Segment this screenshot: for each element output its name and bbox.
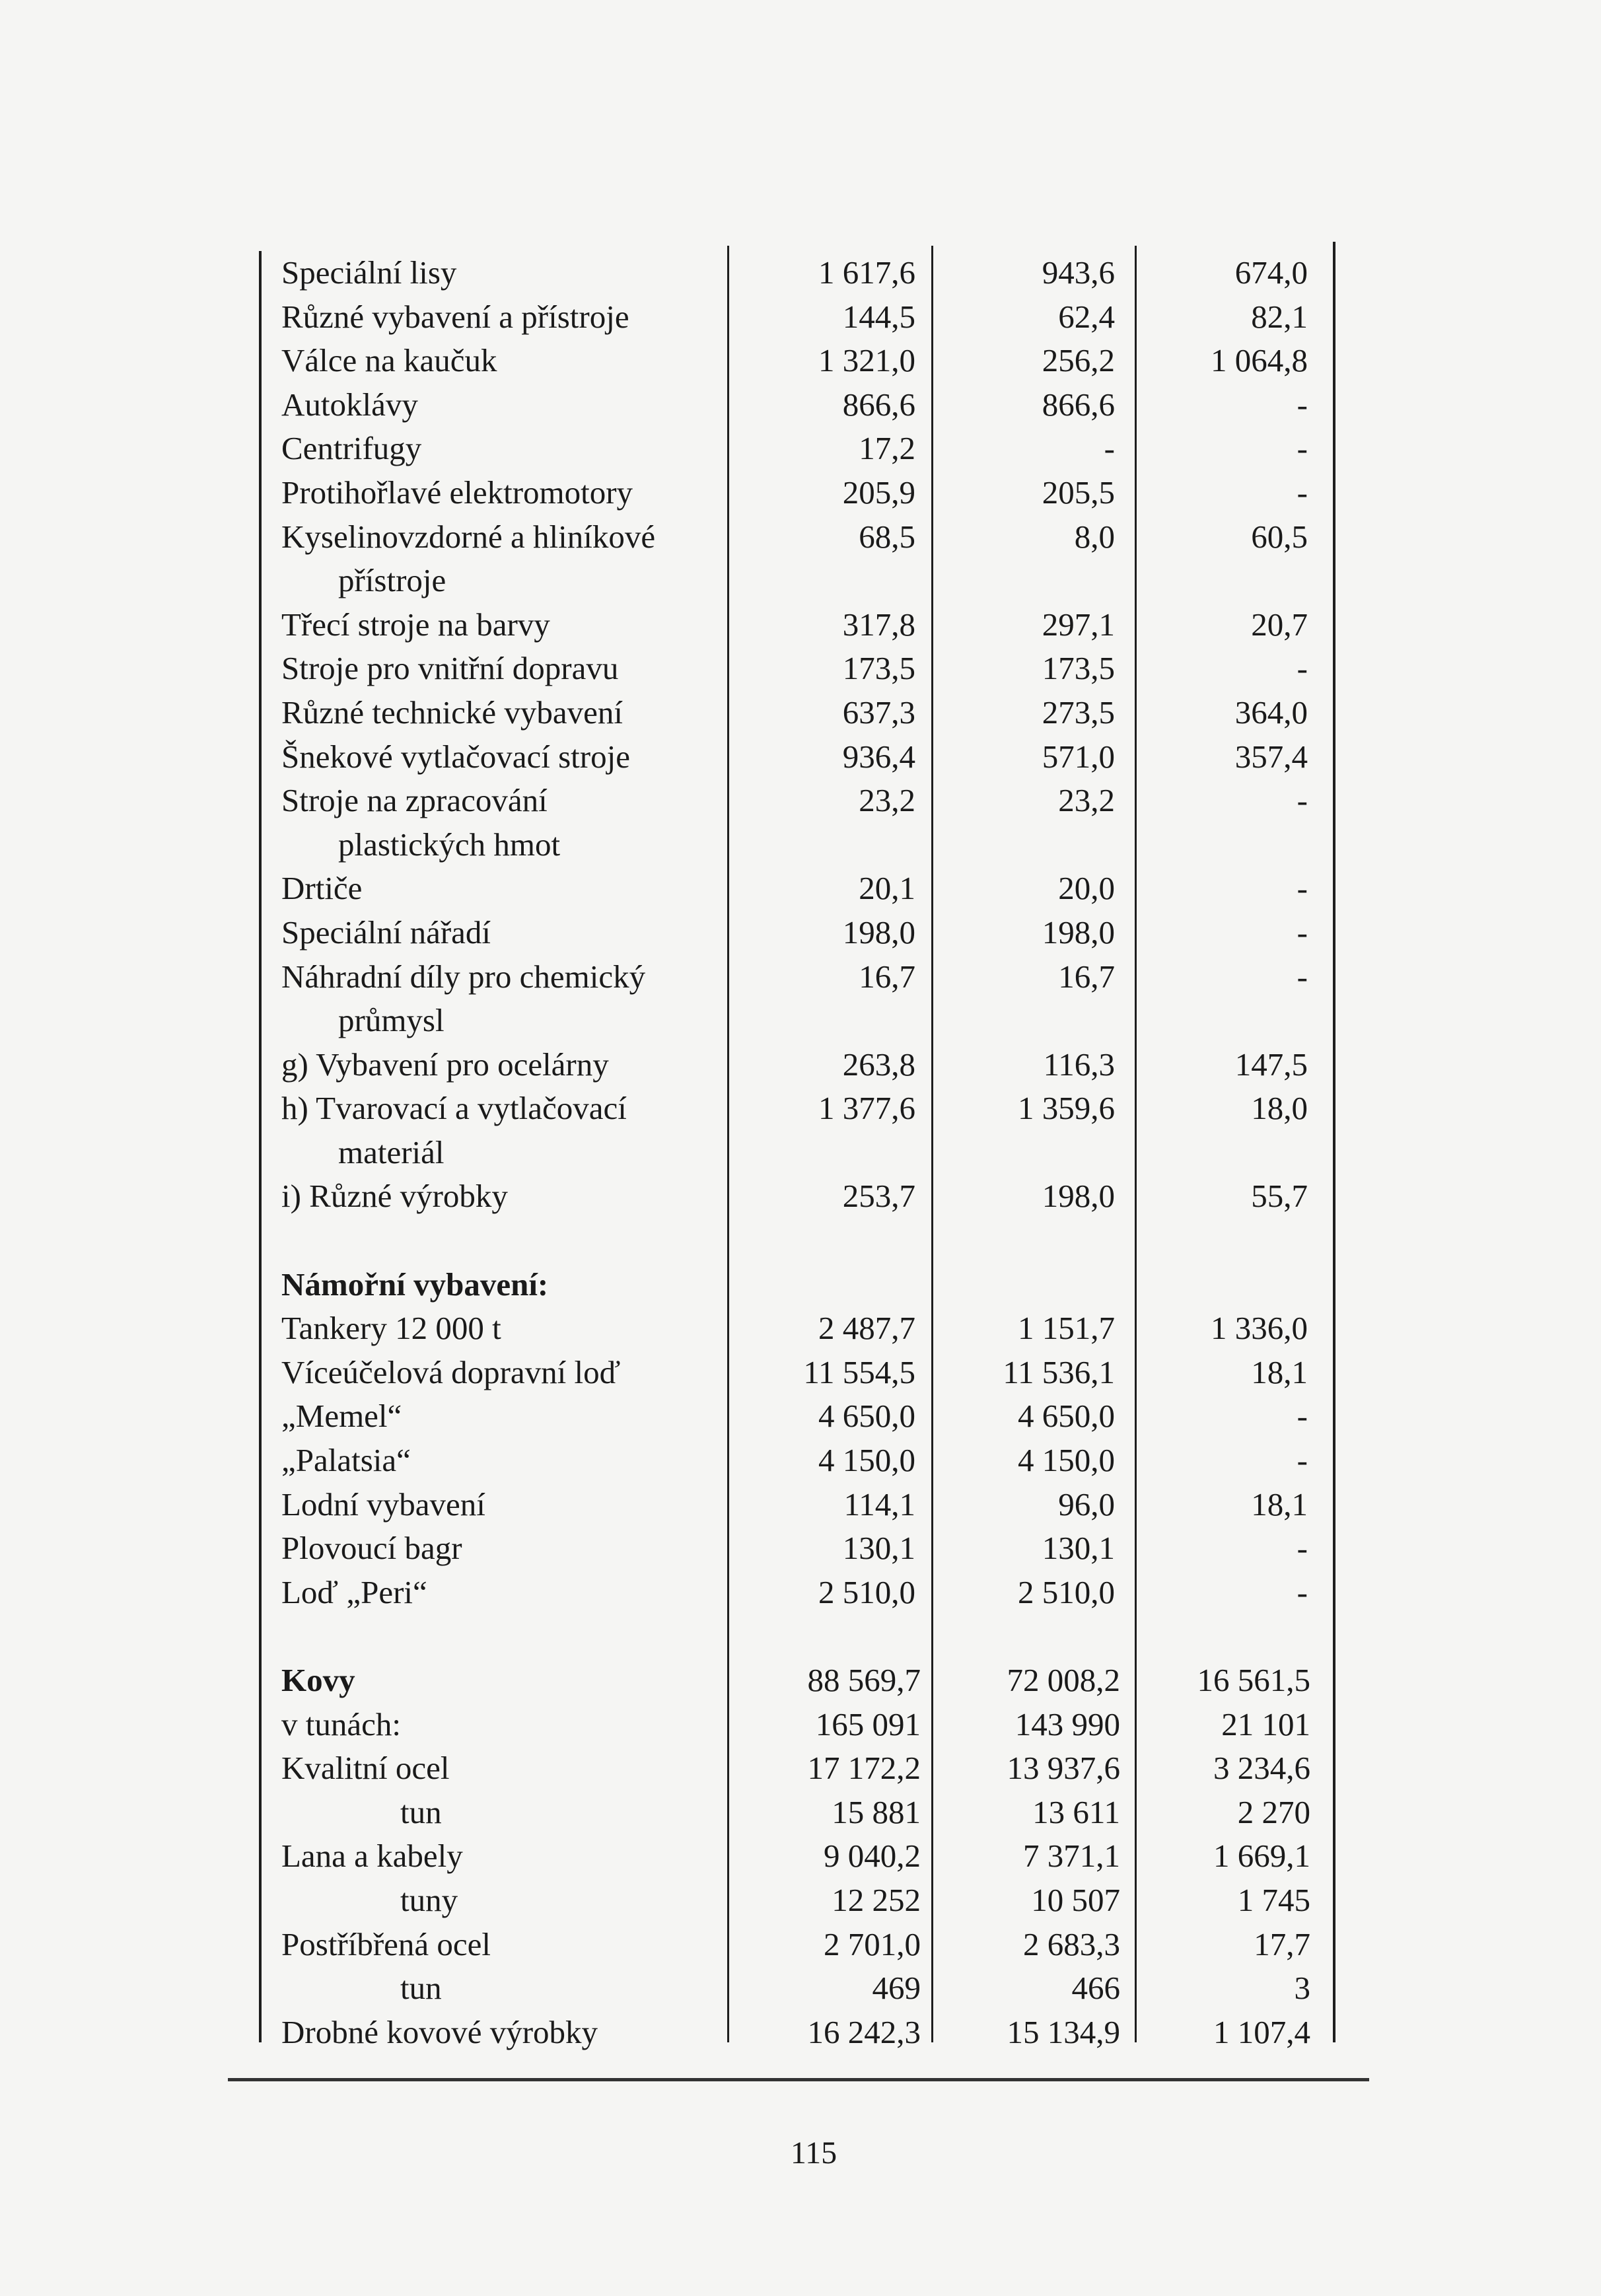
row-label: Válce na kaučuk <box>281 342 497 379</box>
table-row-continuation <box>0 1131 1601 1175</box>
table-row <box>0 339 1601 383</box>
row-label: Drobné kovové výrobky <box>281 2013 598 2050</box>
value-col2: 23,2 <box>1058 782 1115 819</box>
table-row <box>0 1659 1601 1703</box>
value-col1: 15 881 <box>832 1793 921 1830</box>
value-col3: - <box>1297 870 1308 907</box>
value-col3: 3 <box>1294 1970 1310 2007</box>
row-label: „Palatsia“ <box>281 1442 411 1479</box>
footer-rule <box>228 2078 1369 2081</box>
table-row <box>0 1834 1601 1879</box>
value-col3: 18,1 <box>1251 1486 1308 1523</box>
value-col3: 82,1 <box>1251 298 1308 335</box>
value-col2: 96,0 <box>1058 1486 1115 1523</box>
table-row <box>0 515 1601 559</box>
value-col3: - <box>1297 430 1308 467</box>
row-label: tuny <box>400 1881 458 1918</box>
value-col1: 1 321,0 <box>818 342 915 379</box>
page-number: 115 <box>790 2135 837 2170</box>
value-col2: 2 683,3 <box>1023 1925 1120 1962</box>
value-col3: 1 064,8 <box>1211 342 1308 379</box>
value-col3: 1 107,4 <box>1213 2013 1310 2050</box>
value-col2: 943,6 <box>1042 254 1115 291</box>
table-row <box>0 779 1601 823</box>
section-heading-label: Námořní vybavení: <box>281 1266 549 1303</box>
table-row <box>0 735 1601 779</box>
value-col2: 10 507 <box>1031 1881 1120 1918</box>
row-label: „Memel“ <box>281 1398 402 1435</box>
value-col3: 55,7 <box>1251 1178 1308 1215</box>
value-col2: 62,4 <box>1058 298 1115 335</box>
value-col1: 68,5 <box>859 518 915 555</box>
value-col3: 1 745 <box>1237 1881 1310 1918</box>
table-row <box>0 1439 1601 1483</box>
value-col3: 147,5 <box>1234 1046 1308 1083</box>
row-label: i) Různé výrobky <box>281 1178 508 1215</box>
value-col2: 13 611 <box>1032 1793 1120 1830</box>
row-label: Šnekové vytlačovací stroje <box>281 738 630 775</box>
table-row <box>0 295 1601 340</box>
value-col3: 357,4 <box>1234 738 1308 775</box>
row-label-continuation: plastických hmot <box>338 826 561 863</box>
table-row <box>0 251 1601 295</box>
row-label: Třecí stroje na barvy <box>281 606 550 643</box>
value-col1: 866,6 <box>842 386 915 423</box>
value-col2: 7 371,1 <box>1023 1838 1120 1875</box>
value-col1: 23,2 <box>859 782 915 819</box>
data-table <box>0 251 1601 2054</box>
value-col1: 637,3 <box>842 694 915 731</box>
table-row <box>0 1791 1601 1835</box>
table-row <box>0 1394 1601 1439</box>
value-col1: 20,1 <box>859 870 915 907</box>
table-row <box>0 1703 1601 1747</box>
value-col2: 466 <box>1071 1970 1120 2007</box>
row-label: Postříbřená ocel <box>281 1925 491 1962</box>
table-row <box>0 471 1601 515</box>
row-label: Loď „Peri“ <box>281 1573 427 1610</box>
row-label: tun <box>400 1793 442 1830</box>
value-col1: 9 040,2 <box>824 1838 921 1875</box>
value-col3: 1 336,0 <box>1211 1310 1308 1347</box>
value-col1: 1 377,6 <box>818 1090 915 1127</box>
value-col1: 469 <box>872 1970 921 2007</box>
value-col1: 2 487,7 <box>818 1310 915 1347</box>
value-col2: 143 990 <box>1014 1705 1120 1742</box>
value-col2: 198,0 <box>1042 914 1115 951</box>
value-col3: - <box>1297 474 1308 511</box>
value-col3: - <box>1297 386 1308 423</box>
value-col2: 16,7 <box>1058 958 1115 995</box>
table-row <box>0 911 1601 955</box>
value-col2: 15 134,9 <box>1007 2013 1120 2050</box>
value-col2: 173,5 <box>1042 650 1115 687</box>
row-label: Různé vybavení a přístroje <box>281 298 629 335</box>
table-row <box>0 2011 1601 2055</box>
value-col3: 16 561,5 <box>1197 1662 1310 1698</box>
row-label: v tunách: <box>281 1705 401 1742</box>
row-label: Kyselinovzdorné a hliníkové <box>281 518 656 555</box>
value-col2: 866,6 <box>1042 386 1115 423</box>
value-col2: 116,3 <box>1043 1046 1115 1083</box>
row-label-continuation: průmysl <box>338 1002 445 1039</box>
row-label: Protihořlavé elektromotory <box>281 474 633 511</box>
value-col3: 60,5 <box>1251 518 1308 555</box>
value-col3: 3 234,6 <box>1213 1750 1310 1787</box>
table-row <box>0 1483 1601 1527</box>
row-label: Kvalitní ocel <box>281 1750 450 1787</box>
value-col1: 17,2 <box>859 430 915 467</box>
row-label: Centrifugy <box>281 430 422 467</box>
table-row <box>0 955 1601 999</box>
value-col1: 2 510,0 <box>818 1573 915 1610</box>
row-label: tun <box>400 1970 442 2007</box>
value-col1: 144,5 <box>842 298 915 335</box>
value-col3: - <box>1297 1573 1308 1610</box>
table-row <box>0 603 1601 647</box>
value-col1: 173,5 <box>842 650 915 687</box>
table-row <box>0 1746 1601 1791</box>
value-col2: 2 510,0 <box>1018 1573 1115 1610</box>
table-row-continuation <box>0 999 1601 1043</box>
table-row <box>0 1571 1601 1615</box>
value-col3: 20,7 <box>1251 606 1308 643</box>
table-row <box>0 647 1601 691</box>
row-label: Tankery 12 000 t <box>281 1310 501 1347</box>
row-label: Lana a kabely <box>281 1838 463 1875</box>
value-col1: 936,4 <box>842 738 915 775</box>
value-col2: 130,1 <box>1042 1530 1115 1567</box>
value-col2: 13 937,6 <box>1007 1750 1120 1787</box>
value-col1: 253,7 <box>842 1178 915 1215</box>
row-label: Stroje na zpracování <box>281 782 548 819</box>
value-col2: 11 536,1 <box>1003 1353 1115 1390</box>
value-col3: - <box>1297 1530 1308 1567</box>
table-row <box>0 691 1601 735</box>
row-label: Náhradní díly pro chemický <box>281 958 646 995</box>
table-row <box>0 1087 1601 1131</box>
value-col1: 12 252 <box>832 1881 921 1918</box>
row-spacer <box>0 1614 1601 1659</box>
value-col3: 21 101 <box>1221 1705 1310 1742</box>
value-col1: 198,0 <box>842 914 915 951</box>
row-label-continuation: materiál <box>338 1133 445 1170</box>
row-label: Speciální nářadí <box>281 914 491 951</box>
value-col3: 18,1 <box>1251 1353 1308 1390</box>
table-row <box>0 1174 1601 1219</box>
row-spacer <box>0 1219 1601 1263</box>
value-col1: 16,7 <box>859 958 915 995</box>
value-col3: 18,0 <box>1251 1090 1308 1127</box>
value-col1: 17 172,2 <box>807 1750 921 1787</box>
value-col2: 1 151,7 <box>1018 1310 1115 1347</box>
value-col1: 317,8 <box>842 606 915 643</box>
row-label: Drtiče <box>281 870 363 907</box>
table-row <box>0 1526 1601 1571</box>
table-row-continuation <box>0 823 1601 867</box>
value-col1: 4 650,0 <box>818 1398 915 1435</box>
value-col2: 198,0 <box>1042 1178 1115 1215</box>
row-label: Lodní vybavení <box>281 1486 485 1523</box>
value-col3: 364,0 <box>1234 694 1308 731</box>
table-row <box>0 1043 1601 1087</box>
row-label: Speciální lisy <box>281 254 457 291</box>
value-col1: 165 091 <box>815 1705 921 1742</box>
value-col2: 72 008,2 <box>1007 1662 1120 1698</box>
value-col1: 130,1 <box>842 1530 915 1567</box>
row-label: g) Vybavení pro ocelárny <box>281 1046 609 1083</box>
value-col3: 674,0 <box>1234 254 1308 291</box>
value-col1: 114,1 <box>843 1486 915 1523</box>
table-row <box>0 427 1601 471</box>
row-label: Různé technické vybavení <box>281 694 623 731</box>
value-col3: 2 270 <box>1237 1793 1310 1830</box>
row-label-continuation: přístroje <box>338 562 446 599</box>
value-col1: 88 569,7 <box>807 1662 921 1698</box>
row-label: Plovoucí bagr <box>281 1530 462 1567</box>
table-row <box>0 1879 1601 1923</box>
value-col3: - <box>1297 914 1308 951</box>
table-row <box>0 867 1601 911</box>
row-label: h) Tvarovací a vytlačovací <box>281 1090 627 1127</box>
value-col1: 1 617,6 <box>818 254 915 291</box>
value-col2: 8,0 <box>1074 518 1115 555</box>
value-col1: 205,9 <box>842 474 915 511</box>
value-col3: - <box>1297 782 1308 819</box>
value-col2: 205,5 <box>1042 474 1115 511</box>
value-col2: 256,2 <box>1042 342 1115 379</box>
value-col3: - <box>1297 1398 1308 1435</box>
row-label: Víceúčelová dopravní loď <box>281 1353 621 1390</box>
value-col2: 20,0 <box>1058 870 1115 907</box>
value-col3: 17,7 <box>1254 1925 1310 1962</box>
value-col2: 297,1 <box>1042 606 1115 643</box>
table-row <box>0 1351 1601 1395</box>
value-col2: - <box>1104 430 1115 467</box>
row-label: Autoklávy <box>281 386 418 423</box>
value-col2: 273,5 <box>1042 694 1115 731</box>
value-col2: 4 650,0 <box>1018 1398 1115 1435</box>
value-col2: 4 150,0 <box>1018 1442 1115 1479</box>
table-row <box>0 1923 1601 1967</box>
value-col3: - <box>1297 958 1308 995</box>
table-row <box>0 1307 1601 1351</box>
table-row <box>0 1966 1601 2011</box>
value-col1: 263,8 <box>842 1046 915 1083</box>
value-col3: - <box>1297 650 1308 687</box>
table-row <box>0 383 1601 427</box>
value-col1: 4 150,0 <box>818 1442 915 1479</box>
row-label: Kovy <box>281 1662 355 1698</box>
value-col1: 16 242,3 <box>807 2013 921 2050</box>
value-col2: 571,0 <box>1042 738 1115 775</box>
value-col3: - <box>1297 1442 1308 1479</box>
table-row-continuation <box>0 559 1601 603</box>
value-col2: 1 359,6 <box>1018 1090 1115 1127</box>
row-label: Stroje pro vnitřní dopravu <box>281 650 619 687</box>
value-col1: 11 554,5 <box>803 1353 915 1390</box>
value-col3: 1 669,1 <box>1213 1838 1310 1875</box>
value-col1: 2 701,0 <box>824 1925 921 1962</box>
section-heading <box>0 1263 1601 1307</box>
